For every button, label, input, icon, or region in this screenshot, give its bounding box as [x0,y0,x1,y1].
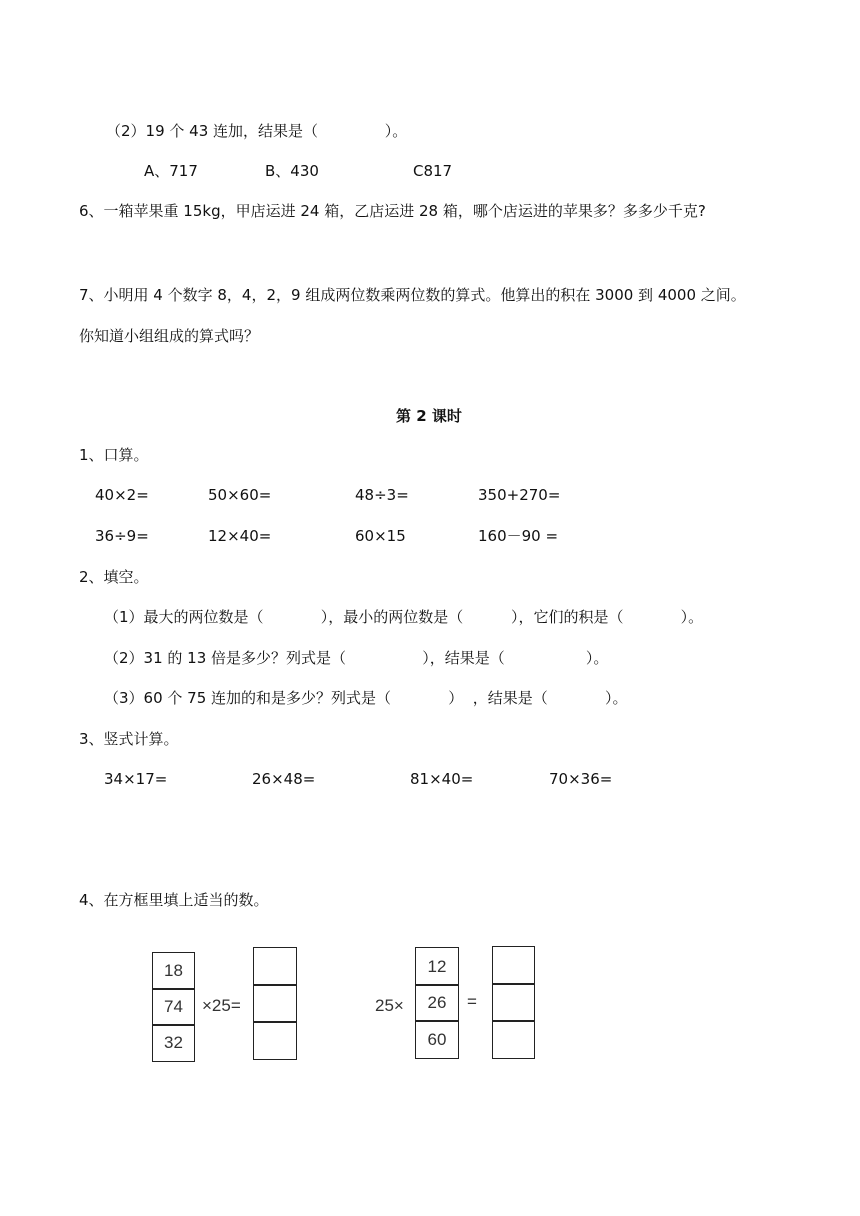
left-number-box-2: 74 [152,988,195,1026]
left-answer-box-1[interactable] [253,947,297,986]
left-operator: ×25= [202,996,241,1015]
s2-heading: 2、填空。 [79,568,149,586]
left-answer-box-2[interactable] [253,984,297,1023]
left-answer-box-3[interactable] [253,1021,297,1060]
q5-2-stem: （2）19 个 43 连加，结果是（ ）。 [106,122,408,140]
s3-problem-4: 70×36= [549,770,613,788]
option-b: B、430 [265,162,319,180]
right-number-box-3: 60 [415,1020,459,1059]
s1-r1-c2: 50×60= [208,486,272,504]
left-number-box-3: 32 [152,1024,195,1062]
s1-r1-c1: 40×2= [95,486,149,504]
right-equals: = [467,992,477,1011]
s3-heading: 3、竖式计算。 [79,730,179,748]
s1-r2-c3: 60×15 [355,527,406,545]
option-a: A、717 [144,162,198,180]
q7-line2: 你知道小组组成的算式吗？ [79,327,260,345]
s1-r1-c4: 350+270= [478,486,561,504]
s1-r2-c4: 160－90 = [478,527,559,545]
right-number-box-2: 26 [415,984,459,1022]
s1-r1-c3: 48÷3= [355,486,409,504]
s3-problem-3: 81×40= [410,770,474,788]
section-title: 第 2 课时 [396,407,462,425]
s1-heading: 1、口算。 [79,446,149,464]
s2-item1: （1）最大的两位数是（ ），最小的两位数是（ ），它们的积是（ ）。 [104,608,704,626]
left-number-box-1: 18 [152,952,195,990]
option-c: C817 [413,162,453,180]
s2-item2: （2）31 的 13 倍是多少？列式是（ ），结果是（ ）。 [104,649,609,667]
right-answer-box-1[interactable] [492,946,535,985]
right-number-box-1: 12 [415,947,459,986]
q6-text: 6、一箱苹果重 15kg，甲店运进 24 箱，乙店运进 28 箱，哪个店运进的苹果多？多多少千克? [79,202,706,220]
s1-r2-c2: 12×40= [208,527,272,545]
right-prefix: 25× [375,996,404,1015]
q7-line1: 7、小明用 4 个数字 8，4，2，9 组成两位数乘两位数的算式。他算出的积在 3000 到 4000 之间。 [79,286,746,304]
s2-item3: （3）60 个 75 连加的和是多少？列式是（ ） ，结果是（ ）。 [104,689,628,707]
s4-heading: 4、在方框里填上适当的数。 [79,891,269,909]
right-answer-box-3[interactable] [492,1020,535,1059]
right-answer-box-2[interactable] [492,983,535,1022]
s3-problem-1: 34×17= [104,770,168,788]
s1-r2-c1: 36÷9= [95,527,149,545]
s3-problem-2: 26×48= [252,770,316,788]
